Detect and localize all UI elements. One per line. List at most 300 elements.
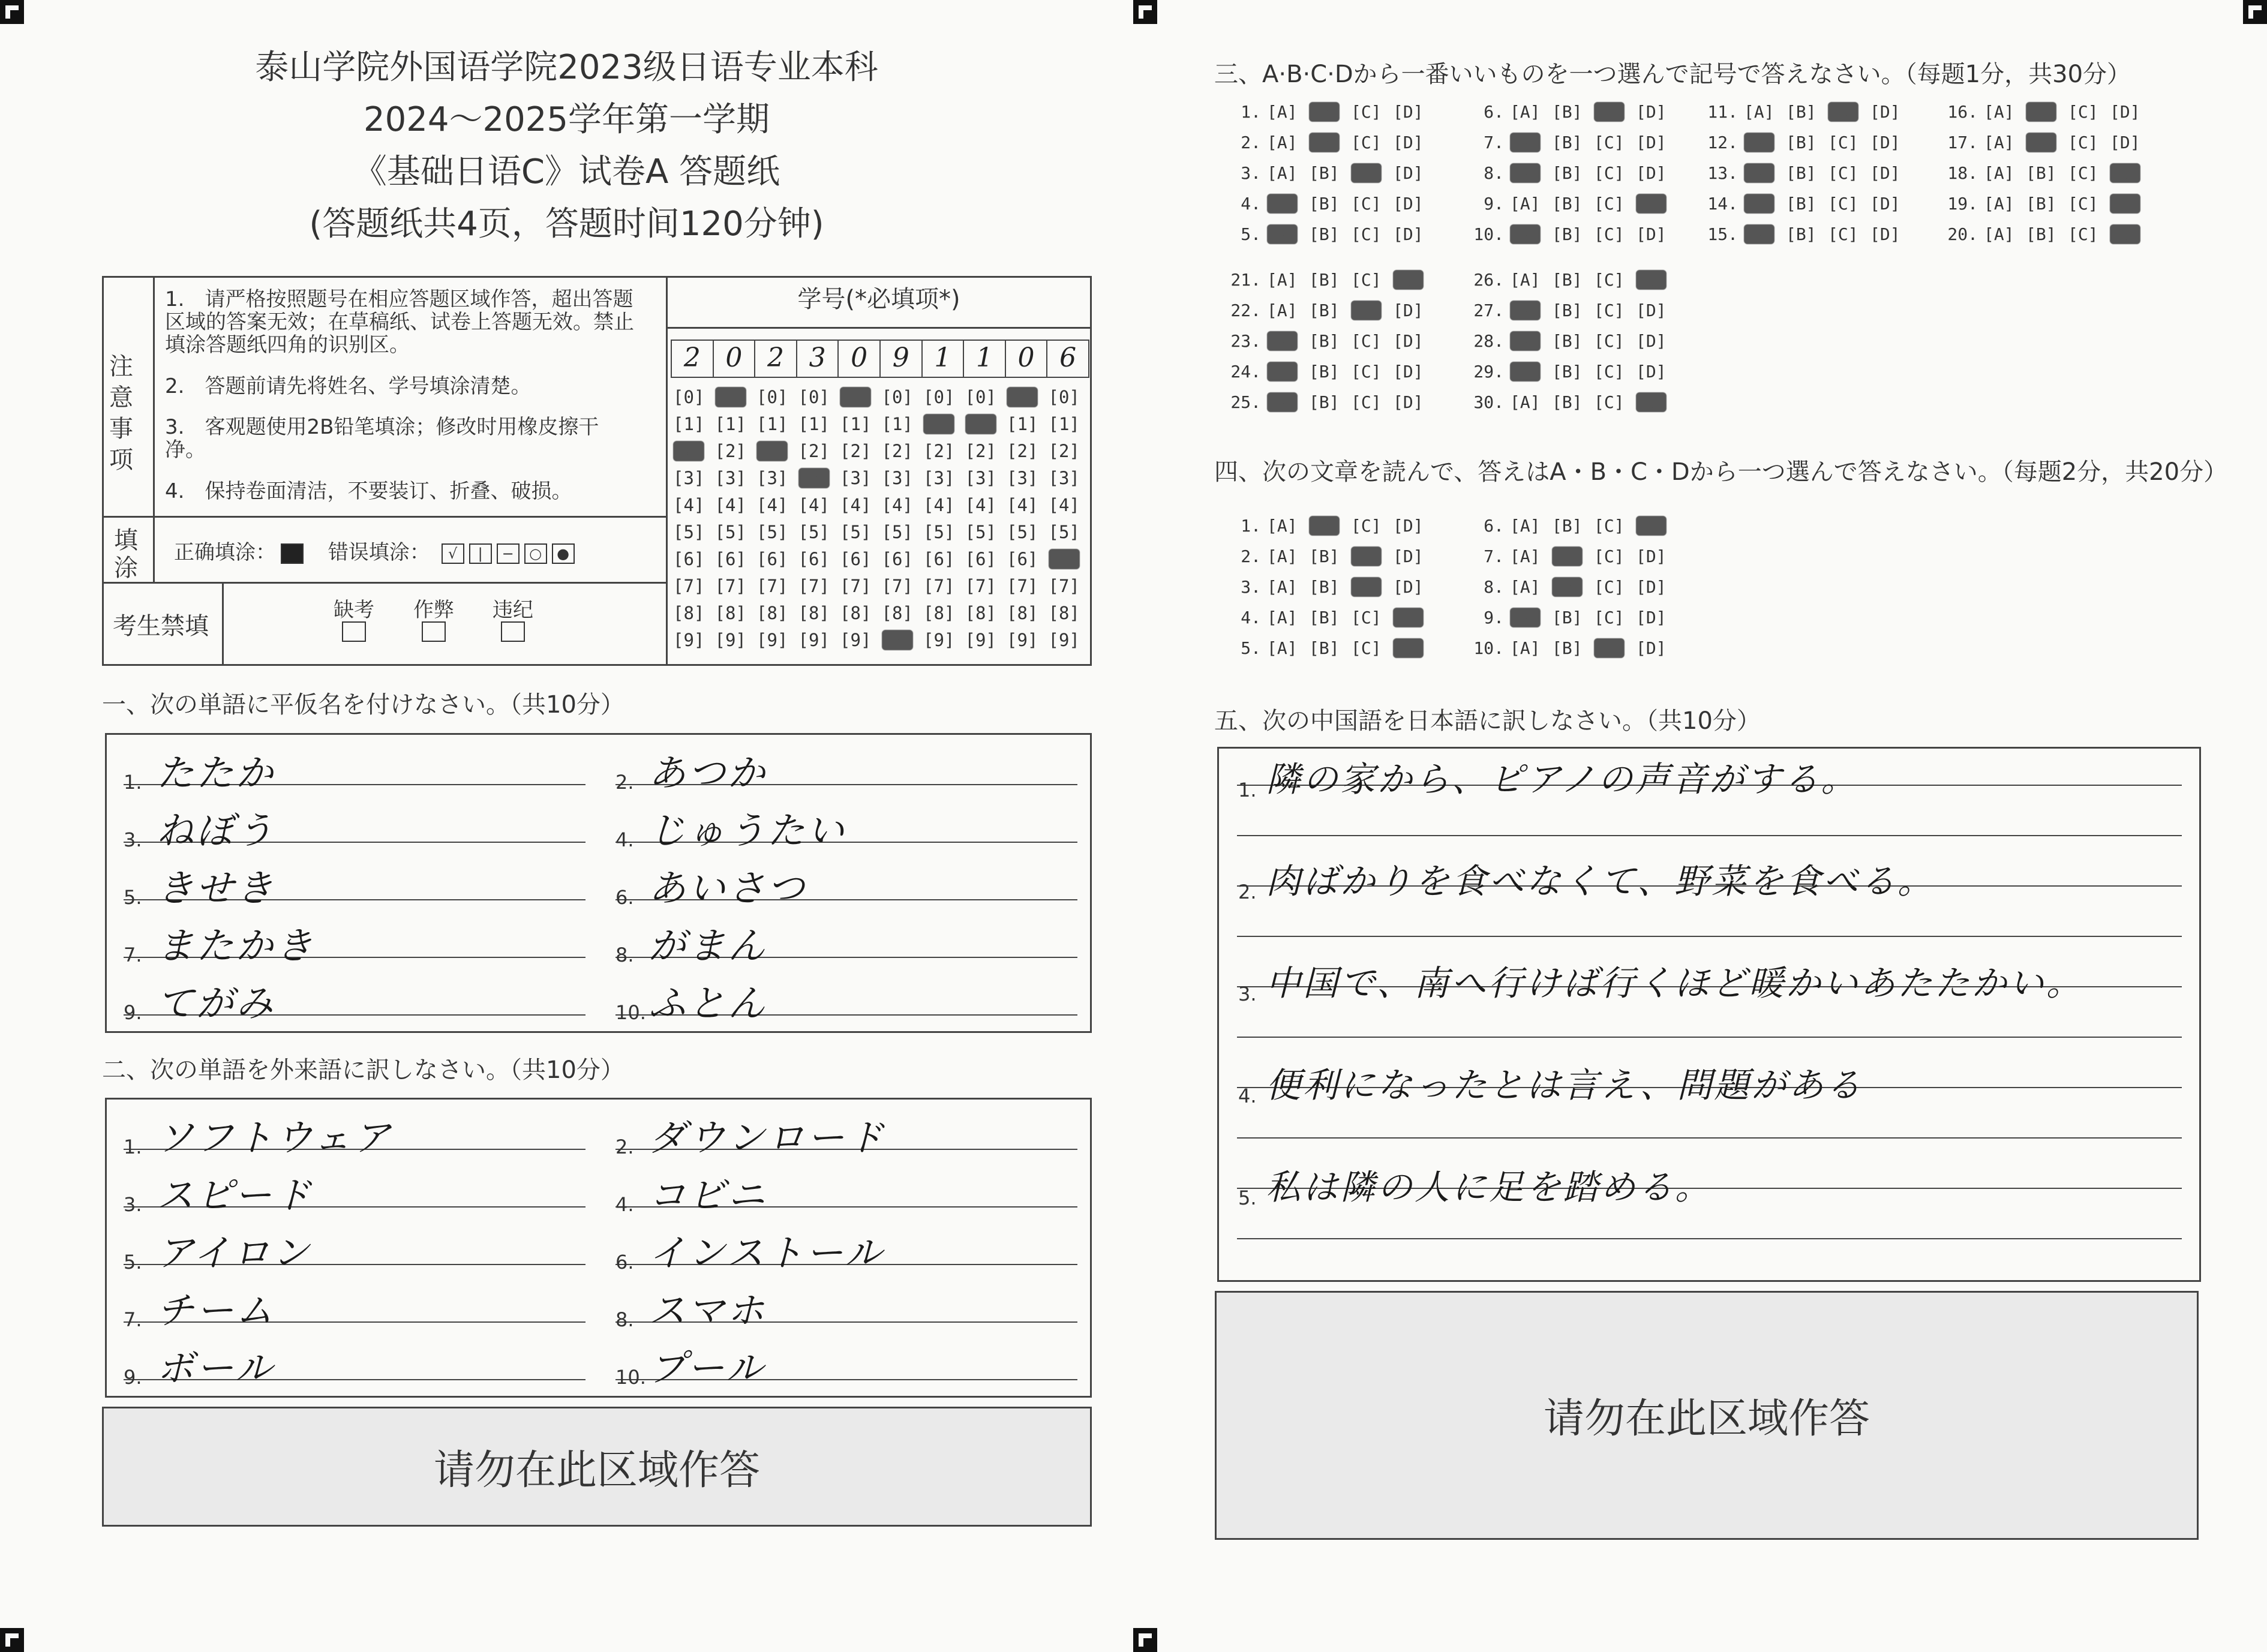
student-id-bubble[interactable]: [8] (798, 603, 830, 623)
student-id-bubble[interactable]: [6] (881, 549, 913, 569)
mc-option-bubble[interactable]: [A] (1510, 301, 1541, 320)
mc-option-bubble[interactable]: [D] (1870, 224, 1900, 244)
mc-option-bubble[interactable]: [C] (2068, 194, 2098, 214)
student-id-bubble[interactable]: [8] (923, 603, 955, 623)
mc-question-row[interactable] (1457, 331, 1678, 351)
mc-option-bubble[interactable]: [C] (1828, 194, 1858, 214)
mc-option-bubble[interactable]: [C] (1351, 224, 1382, 244)
student-id-bubble[interactable]: [2] (1007, 441, 1038, 461)
student-id-bubble[interactable]: [1] (714, 414, 746, 434)
section1-handwritten-answer[interactable]: あいさつ (648, 866, 807, 910)
student-id-bubble[interactable]: [1] (840, 414, 872, 434)
student-id-bubble[interactable]: [0] (673, 387, 705, 407)
student-id-bubble[interactable]: [8] (1048, 603, 1080, 623)
student-id-bubble[interactable]: [9] (840, 630, 872, 650)
mc-question-row[interactable] (1457, 608, 1678, 627)
student-id-bubble[interactable]: [3] (798, 468, 830, 488)
mc-option-bubble[interactable]: [C] (1594, 163, 1625, 183)
mc-option-bubble[interactable]: [B] (2026, 133, 2056, 152)
student-id-bubble[interactable]: [6] (1048, 549, 1080, 569)
student-id-bubble[interactable]: [9] (881, 630, 913, 650)
student-id-bubble[interactable]: [3] (673, 468, 705, 488)
mc-option-bubble[interactable]: [B] (1309, 301, 1340, 320)
mc-option-bubble[interactable]: [B] (2026, 194, 2056, 214)
mc-option-bubble[interactable]: [A] (1267, 301, 1298, 320)
mc-option-bubble[interactable]: [B] (2026, 224, 2056, 244)
mc-option-bubble[interactable]: [A] (1267, 163, 1298, 183)
mc-option-bubble[interactable]: [A] (1984, 194, 2014, 214)
section1-handwritten-answer[interactable]: またかき (157, 924, 316, 968)
student-id-bubble[interactable]: [8] (1007, 603, 1038, 623)
mc-option-bubble[interactable]: [B] (1552, 608, 1583, 627)
student-id-bubble[interactable]: [6] (798, 549, 830, 569)
mc-question-row[interactable] (1214, 224, 1435, 244)
mc-question-row[interactable] (1214, 270, 1435, 290)
mc-option-bubble[interactable]: [C] (2068, 224, 2098, 244)
student-id-bubble[interactable]: [9] (798, 630, 830, 650)
mc-option-bubble[interactable]: [B] (1552, 133, 1583, 152)
student-id-bubble[interactable]: [4] (840, 495, 872, 515)
mc-question-row[interactable] (1457, 301, 1678, 320)
student-id-bubble[interactable]: [3] (714, 468, 746, 488)
student-id-bubble[interactable]: [5] (965, 522, 996, 542)
student-id-bubble[interactable]: [3] (965, 468, 996, 488)
mc-question-row[interactable] (1214, 331, 1435, 351)
mc-question-row[interactable] (1457, 224, 1678, 244)
mc-option-bubble[interactable]: [B] (1309, 270, 1340, 290)
mc-option-bubble[interactable]: [A] (1510, 163, 1541, 183)
section1-handwritten-answer[interactable]: てがみ (157, 981, 276, 1025)
mc-question-row[interactable] (1457, 577, 1678, 597)
student-id-bubble[interactable]: [4] (1007, 495, 1038, 515)
mc-question-row[interactable] (1457, 102, 1678, 122)
mc-option-bubble[interactable]: [C] (1351, 133, 1382, 152)
mc-option-bubble[interactable]: [A] (1510, 392, 1541, 412)
mc-option-bubble[interactable]: [A] (1510, 362, 1541, 382)
mc-option-bubble[interactable]: [A] (1984, 133, 2014, 152)
student-id-bubble[interactable]: [2] (714, 441, 746, 461)
mc-option-bubble[interactable]: [A] (1267, 577, 1298, 597)
student-id-bubble[interactable]: [1] (881, 414, 913, 434)
violation-checkbox[interactable] (501, 621, 525, 642)
student-id-bubble[interactable]: [7] (881, 576, 913, 596)
mc-question-row[interactable] (1931, 194, 2152, 214)
section5-answer-box[interactable] (1217, 747, 2201, 1282)
mc-option-bubble[interactable]: [A] (1744, 163, 1774, 183)
mc-question-row[interactable] (1691, 163, 1912, 183)
student-id-bubble[interactable]: [0] (756, 387, 788, 407)
mc-question-row[interactable] (1214, 577, 1435, 597)
mc-option-bubble[interactable]: [B] (1786, 133, 1816, 152)
mc-option-bubble[interactable]: [C] (1594, 224, 1625, 244)
absent-field[interactable] (324, 599, 384, 647)
student-id-bubble[interactable]: [0] (714, 387, 746, 407)
student-id-bubble[interactable]: [2] (673, 441, 705, 461)
mc-option-bubble[interactable]: [C] (2068, 102, 2098, 122)
mc-question-row[interactable] (1214, 638, 1435, 658)
section1-answer-box[interactable] (105, 733, 1092, 1033)
mc-option-bubble[interactable]: [D] (1393, 224, 1424, 244)
section2-handwritten-answer[interactable]: アイロン (157, 1231, 312, 1275)
mc-option-bubble[interactable]: [C] (1828, 133, 1858, 152)
mc-option-bubble[interactable]: [C] (1351, 331, 1382, 351)
student-id-bubble[interactable]: [4] (756, 495, 788, 515)
mc-option-bubble[interactable]: [D] (1636, 331, 1667, 351)
mc-option-bubble[interactable]: [C] (1351, 638, 1382, 658)
student-id-bubble[interactable]: [8] (965, 603, 996, 623)
mc-option-bubble[interactable]: [D] (1636, 638, 1667, 658)
student-id-bubble[interactable]: [9] (965, 630, 996, 650)
mc-option-bubble[interactable]: [C] (1594, 194, 1625, 214)
mc-option-bubble[interactable]: [A] (1510, 133, 1541, 152)
mc-question-row[interactable] (1931, 163, 2152, 183)
mc-option-bubble[interactable]: [D] (2110, 102, 2140, 122)
mc-option-bubble[interactable]: [C] (1594, 638, 1625, 658)
mc-option-bubble[interactable]: [A] (1510, 224, 1541, 244)
mc-option-bubble[interactable]: [A] (1267, 270, 1298, 290)
student-id-bubble[interactable]: [4] (881, 495, 913, 515)
mc-option-bubble[interactable]: [A] (1744, 224, 1774, 244)
mc-option-bubble[interactable]: [B] (1552, 546, 1583, 566)
student-id-bubble[interactable]: [5] (798, 522, 830, 542)
mc-option-bubble[interactable]: [A] (1744, 194, 1774, 214)
mc-option-bubble[interactable]: [C] (1594, 331, 1625, 351)
mc-option-bubble[interactable]: [B] (1552, 163, 1583, 183)
mc-option-bubble[interactable]: [C] (1351, 516, 1382, 536)
student-id-bubble[interactable]: [0] (881, 387, 913, 407)
mc-option-bubble[interactable]: [B] (1552, 362, 1583, 382)
student-id-bubble[interactable]: [3] (840, 468, 872, 488)
mc-option-bubble[interactable]: [C] (1594, 546, 1625, 566)
student-id-bubble[interactable]: [5] (714, 522, 746, 542)
mc-option-bubble[interactable]: [D] (1636, 163, 1667, 183)
student-id-bubble[interactable]: [8] (881, 603, 913, 623)
mc-option-bubble[interactable]: [D] (1870, 163, 1900, 183)
mc-option-bubble[interactable]: [C] (1594, 516, 1625, 536)
student-id-bubble[interactable]: [8] (840, 603, 872, 623)
mc-option-bubble[interactable]: [B] (1786, 224, 1816, 244)
mc-option-bubble[interactable]: [C] (1351, 270, 1382, 290)
mc-option-bubble[interactable]: [C] (1351, 362, 1382, 382)
mc-option-bubble[interactable]: [B] (2026, 163, 2056, 183)
mc-option-bubble[interactable]: [B] (1309, 577, 1340, 597)
mc-option-bubble[interactable]: [D] (1393, 331, 1424, 351)
student-id-bubble[interactable]: [3] (1048, 468, 1080, 488)
mc-option-bubble[interactable]: [A] (1267, 516, 1298, 536)
student-id-bubble[interactable]: [0] (1048, 387, 1080, 407)
violation-field[interactable] (483, 599, 543, 647)
mc-option-bubble[interactable]: [A] (1510, 516, 1541, 536)
mc-option-bubble[interactable]: [D] (1636, 577, 1667, 597)
mc-option-bubble[interactable]: [B] (1552, 194, 1583, 214)
mc-option-bubble[interactable]: [D] (1636, 546, 1667, 566)
mc-option-bubble[interactable]: [B] (1309, 516, 1340, 536)
mc-option-bubble[interactable]: [D] (1393, 301, 1424, 320)
student-id-bubble[interactable]: [6] (923, 549, 955, 569)
mc-option-bubble[interactable]: [A] (1510, 270, 1541, 290)
section1-handwritten-answer[interactable]: じゅうたい (648, 809, 847, 852)
student-id-bubble[interactable]: [2] (965, 441, 996, 461)
section2-handwritten-answer[interactable]: スピード (157, 1173, 314, 1217)
student-id-bubble[interactable]: [7] (840, 576, 872, 596)
mc-option-bubble[interactable]: [B] (1309, 224, 1340, 244)
student-id-bubble[interactable]: [1] (923, 414, 955, 434)
section2-handwritten-answer[interactable]: ボール (157, 1346, 275, 1390)
mc-question-row[interactable] (1457, 194, 1678, 214)
mc-option-bubble[interactable]: [D] (1636, 102, 1667, 122)
mc-question-row[interactable] (1214, 546, 1435, 566)
mc-option-bubble[interactable]: [A] (1267, 392, 1298, 412)
student-id-bubble[interactable]: [6] (965, 549, 996, 569)
student-id-bubble[interactable]: [7] (673, 576, 705, 596)
mc-option-bubble[interactable]: [B] (1309, 362, 1340, 382)
mc-option-bubble[interactable]: [D] (1393, 194, 1424, 214)
mc-question-row[interactable] (1457, 546, 1678, 566)
section1-handwritten-answer[interactable]: たたか (157, 751, 276, 795)
student-id-bubble[interactable]: [1] (1007, 414, 1038, 434)
mc-option-bubble[interactable]: [B] (1786, 194, 1816, 214)
mc-option-bubble[interactable]: [D] (1636, 392, 1667, 412)
student-id-bubble[interactable]: [8] (756, 603, 788, 623)
mc-question-row[interactable] (1214, 362, 1435, 382)
mc-option-bubble[interactable]: [A] (1267, 546, 1298, 566)
mc-option-bubble[interactable]: [D] (1393, 577, 1424, 597)
mc-option-bubble[interactable]: [C] (1594, 392, 1625, 412)
student-id-bubble[interactable]: [8] (714, 603, 746, 623)
mc-option-bubble[interactable]: [D] (2110, 194, 2140, 214)
mc-option-bubble[interactable]: [C] (2068, 163, 2098, 183)
mc-question-row[interactable] (1457, 392, 1678, 412)
student-id-bubble[interactable]: [6] (840, 549, 872, 569)
mc-option-bubble[interactable]: [D] (1870, 133, 1900, 152)
mc-option-bubble[interactable]: [D] (2110, 224, 2140, 244)
section5-handwritten-answer[interactable]: 私は隣の人に足を踏める。 (1266, 1167, 1713, 1208)
student-id-bubble[interactable]: [8] (673, 603, 705, 623)
mc-option-bubble[interactable]: [B] (1309, 163, 1340, 183)
mc-question-row[interactable] (1931, 133, 2152, 152)
student-id-bubble[interactable]: [6] (756, 549, 788, 569)
mc-option-bubble[interactable]: [D] (1870, 194, 1900, 214)
student-id-bubble[interactable]: [3] (756, 468, 788, 488)
mc-option-bubble[interactable]: [B] (1552, 577, 1583, 597)
mc-option-bubble[interactable]: [C] (1594, 577, 1625, 597)
mc-option-bubble[interactable]: [A] (1510, 608, 1541, 627)
mc-option-bubble[interactable]: [D] (1636, 516, 1667, 536)
mc-option-bubble[interactable]: [B] (1309, 133, 1340, 152)
student-id-bubble[interactable]: [6] (714, 549, 746, 569)
mc-option-bubble[interactable]: [C] (2068, 133, 2098, 152)
student-id-bubble[interactable]: [1] (965, 414, 996, 434)
absent-checkbox[interactable] (342, 621, 366, 642)
mc-option-bubble[interactable]: [D] (1636, 194, 1667, 214)
student-id-bubble[interactable]: [7] (1048, 576, 1080, 596)
mc-option-bubble[interactable]: [A] (1744, 133, 1774, 152)
mc-option-bubble[interactable]: [C] (1594, 133, 1625, 152)
mc-option-bubble[interactable]: [C] (1594, 608, 1625, 627)
mc-option-bubble[interactable]: [D] (1870, 102, 1900, 122)
mc-option-bubble[interactable]: [D] (1636, 608, 1667, 627)
mc-option-bubble[interactable]: [D] (1393, 546, 1424, 566)
mc-option-bubble[interactable]: [B] (1552, 516, 1583, 536)
mc-option-bubble[interactable]: [B] (1552, 638, 1583, 658)
student-id-bubble[interactable]: [7] (1007, 576, 1038, 596)
mc-option-bubble[interactable]: [C] (1351, 608, 1382, 627)
student-id-bubble[interactable]: [9] (1048, 630, 1080, 650)
mc-option-bubble[interactable]: [B] (1552, 392, 1583, 412)
student-id-bubble[interactable]: [1] (798, 414, 830, 434)
mc-option-bubble[interactable]: [B] (1309, 546, 1340, 566)
section2-answer-box[interactable] (105, 1098, 1092, 1398)
student-id-bubble[interactable]: [0] (1007, 387, 1038, 407)
mc-option-bubble[interactable]: [D] (1393, 163, 1424, 183)
student-id-bubble[interactable]: [0] (965, 387, 996, 407)
section2-handwritten-answer[interactable]: インストール (648, 1231, 884, 1275)
mc-question-row[interactable] (1214, 133, 1435, 152)
mc-question-row[interactable] (1931, 224, 2152, 244)
student-id-bubble[interactable]: [5] (756, 522, 788, 542)
section5-handwritten-answer[interactable]: 隣の家から、ピアノの声音がする。 (1266, 759, 1858, 800)
mc-option-bubble[interactable]: [B] (1786, 102, 1816, 122)
student-id-bubble[interactable]: [6] (673, 549, 705, 569)
mc-option-bubble[interactable]: [D] (1393, 270, 1424, 290)
mc-option-bubble[interactable]: [C] (1351, 392, 1382, 412)
student-id-bubble[interactable]: [5] (840, 522, 872, 542)
mc-option-bubble[interactable]: [D] (1636, 133, 1667, 152)
cheat-field[interactable] (404, 599, 464, 647)
student-id-bubble[interactable]: [6] (1007, 549, 1038, 569)
mc-option-bubble[interactable]: [D] (2110, 163, 2140, 183)
student-id-bubble[interactable]: [9] (714, 630, 746, 650)
mc-question-row[interactable] (1691, 194, 1912, 214)
mc-option-bubble[interactable]: [D] (1393, 133, 1424, 152)
section1-handwritten-answer[interactable]: ねぼう (157, 809, 276, 852)
student-id-bubble[interactable]: [0] (840, 387, 872, 407)
mc-option-bubble[interactable]: [D] (1393, 102, 1424, 122)
mc-question-row[interactable] (1214, 194, 1435, 214)
section2-handwritten-answer[interactable]: ダウンロード (648, 1116, 887, 1160)
mc-option-bubble[interactable]: [D] (1393, 608, 1424, 627)
mc-option-bubble[interactable]: [D] (1393, 392, 1424, 412)
mc-question-row[interactable] (1457, 133, 1678, 152)
mc-option-bubble[interactable]: [B] (1552, 270, 1583, 290)
mc-option-bubble[interactable]: [A] (1267, 194, 1298, 214)
mc-option-bubble[interactable]: [B] (1309, 392, 1340, 412)
student-id-bubble[interactable]: [2] (798, 441, 830, 461)
section5-handwritten-answer[interactable]: 中国で、南へ行けば行くほど暖かいあたたかい。 (1266, 963, 2083, 1004)
mc-option-bubble[interactable]: [D] (2110, 133, 2140, 152)
mc-option-bubble[interactable]: [A] (1267, 224, 1298, 244)
mc-question-row[interactable] (1457, 516, 1678, 536)
mc-option-bubble[interactable]: [A] (1984, 224, 2014, 244)
section1-handwritten-answer[interactable]: きせき (157, 866, 276, 910)
mc-option-bubble[interactable]: [C] (1828, 102, 1858, 122)
mc-option-bubble[interactable]: [B] (1552, 102, 1583, 122)
mc-option-bubble[interactable]: [D] (1393, 362, 1424, 382)
student-id-bubble[interactable]: [5] (1007, 522, 1038, 542)
mc-option-bubble[interactable]: [A] (1267, 362, 1298, 382)
mc-question-row[interactable] (1457, 638, 1678, 658)
mc-option-bubble[interactable]: [A] (1267, 133, 1298, 152)
mc-option-bubble[interactable]: [A] (1510, 577, 1541, 597)
mc-option-bubble[interactable]: [B] (1309, 331, 1340, 351)
student-id-bubble[interactable]: [0] (923, 387, 955, 407)
section1-handwritten-answer[interactable]: がまん (648, 924, 768, 968)
student-id-bubble[interactable]: [9] (1007, 630, 1038, 650)
mc-option-bubble[interactable]: [C] (1351, 577, 1382, 597)
mc-option-bubble[interactable]: [D] (1393, 638, 1424, 658)
mc-option-bubble[interactable]: [A] (1984, 102, 2014, 122)
mc-option-bubble[interactable]: [B] (1552, 301, 1583, 320)
mc-question-row[interactable] (1214, 608, 1435, 627)
student-id-bubble[interactable]: [4] (673, 495, 705, 515)
mc-option-bubble[interactable]: [A] (1510, 546, 1541, 566)
mc-option-bubble[interactable]: [B] (1309, 608, 1340, 627)
mc-question-row[interactable] (1214, 516, 1435, 536)
student-id-bubble[interactable]: [3] (1007, 468, 1038, 488)
section2-handwritten-answer[interactable]: チーム (157, 1288, 276, 1332)
mc-option-bubble[interactable]: [C] (1594, 102, 1625, 122)
mc-question-row[interactable] (1214, 102, 1435, 122)
mc-option-bubble[interactable]: [A] (1510, 638, 1541, 658)
student-id-bubble[interactable]: [4] (714, 495, 746, 515)
section1-handwritten-answer[interactable]: ふとん (648, 981, 768, 1025)
mc-question-row[interactable] (1691, 224, 1912, 244)
mc-option-bubble[interactable]: [B] (1309, 194, 1340, 214)
mc-option-bubble[interactable]: [C] (1351, 301, 1382, 320)
mc-option-bubble[interactable]: [C] (1351, 163, 1382, 183)
mc-option-bubble[interactable]: [D] (1636, 224, 1667, 244)
mc-option-bubble[interactable]: [A] (1510, 194, 1541, 214)
cheat-checkbox[interactable] (422, 621, 446, 642)
mc-question-row[interactable] (1214, 163, 1435, 183)
mc-option-bubble[interactable]: [B] (1309, 638, 1340, 658)
section2-handwritten-answer[interactable]: コビニ (648, 1173, 768, 1217)
mc-option-bubble[interactable]: [C] (1594, 270, 1625, 290)
mc-question-row[interactable] (1214, 301, 1435, 320)
section1-handwritten-answer[interactable]: あつか (648, 751, 768, 795)
student-id-bubble[interactable]: [2] (840, 441, 872, 461)
student-id-bubble[interactable]: [7] (756, 576, 788, 596)
student-id-bubble[interactable]: [4] (798, 495, 830, 515)
mc-option-bubble[interactable]: [B] (2026, 102, 2056, 122)
mc-option-bubble[interactable]: [A] (1267, 102, 1298, 122)
student-id-bubble[interactable]: [5] (673, 522, 705, 542)
student-id-bubble[interactable]: [1] (673, 414, 705, 434)
mc-option-bubble[interactable]: [C] (1351, 194, 1382, 214)
mc-option-bubble[interactable]: [D] (1636, 362, 1667, 382)
student-id-bubble[interactable]: [9] (756, 630, 788, 650)
student-id-bubble[interactable]: [2] (881, 441, 913, 461)
mc-option-bubble[interactable]: [C] (1351, 102, 1382, 122)
student-id-bubble[interactable]: [1] (756, 414, 788, 434)
mc-question-row[interactable] (1457, 163, 1678, 183)
student-id-bubble[interactable]: [7] (798, 576, 830, 596)
mc-option-bubble[interactable]: [A] (1510, 331, 1541, 351)
section5-handwritten-answer[interactable]: 肉ばかりを食べなくて、野菜を食べる。 (1266, 861, 1935, 902)
student-id-bubble[interactable]: [2] (1048, 441, 1080, 461)
mc-option-bubble[interactable]: [C] (1594, 362, 1625, 382)
mc-question-row[interactable] (1691, 102, 1912, 122)
mc-option-bubble[interactable]: [A] (1267, 638, 1298, 658)
student-id-bubble[interactable]: [7] (714, 576, 746, 596)
section5-handwritten-answer[interactable]: 便利になったとは言え、問題がある (1266, 1065, 1863, 1106)
section2-handwritten-answer[interactable]: スマホ (648, 1288, 767, 1332)
section2-handwritten-answer[interactable]: プール (648, 1346, 765, 1390)
mc-option-bubble[interactable]: [B] (1552, 224, 1583, 244)
student-id-bubble[interactable]: [3] (881, 468, 913, 488)
student-id-bubble[interactable]: [5] (881, 522, 913, 542)
mc-option-bubble[interactable]: [B] (1786, 163, 1816, 183)
